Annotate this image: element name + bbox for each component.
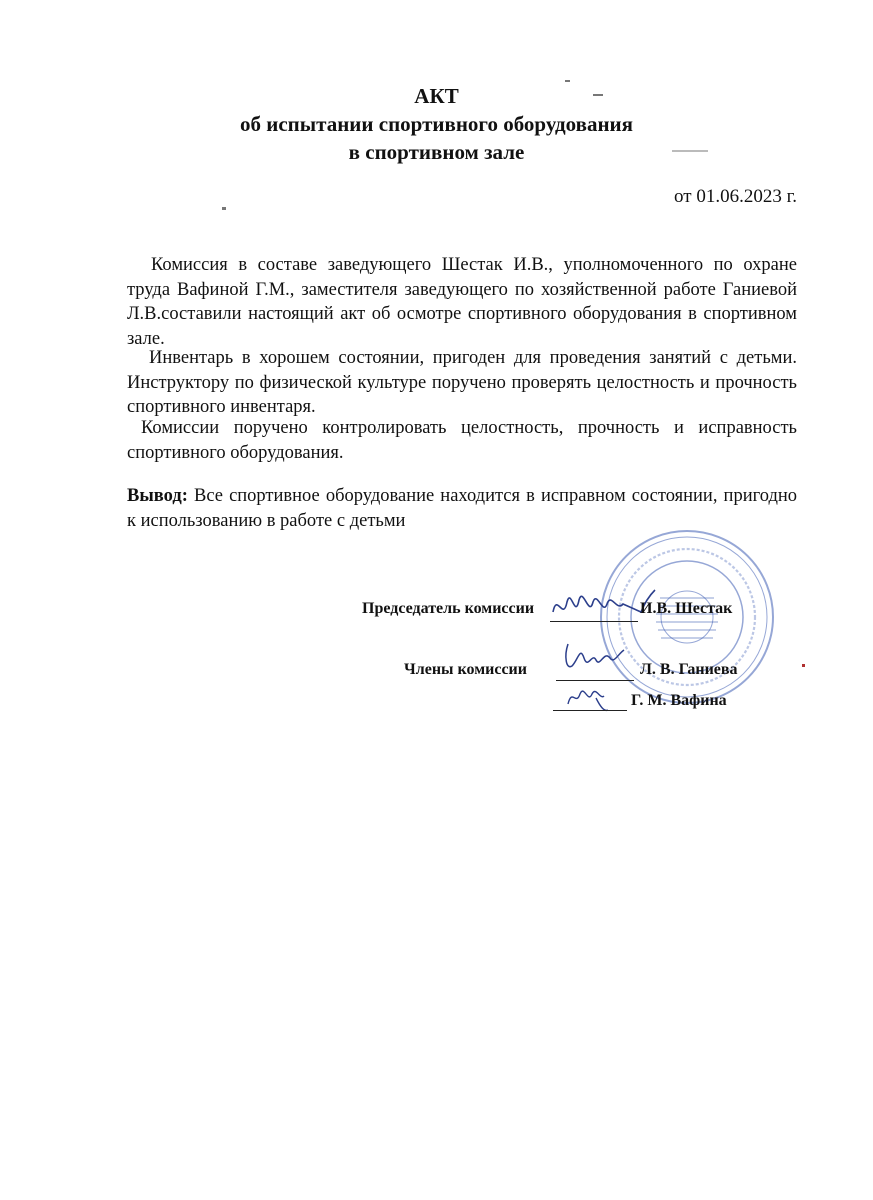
member2-signature-icon [560, 680, 620, 718]
scan-speck [222, 207, 226, 210]
scan-speck [565, 80, 570, 82]
members-label: Члены комиссии [404, 661, 527, 678]
title-block [0, 82, 873, 166]
scan-speck [672, 150, 708, 152]
member1-name: Л. В. Ганиева [640, 661, 738, 678]
member2-name: Г. М. Вафина [631, 692, 727, 709]
chair-name: И.В. Шестак [640, 600, 733, 617]
document-title: АКТ [414, 84, 459, 108]
scan-speck [802, 664, 805, 667]
member1-signature-icon [558, 636, 638, 680]
chair-signature-line [550, 621, 638, 622]
paragraph-inventory: Инвентарь в хорошем состоянии, пригоден для проведения занятий с детьми. Инструктору по физической культуре поручено проверять целостность и прочность спортивного инвентаря. [127, 348, 797, 417]
paragraph-assignment: Комиссии поручено контролировать целостность, прочность и исправность спортивного оборудования. [127, 418, 797, 463]
chair-label: Председатель комиссии [362, 600, 535, 617]
paragraph-commission: Комиссия в составе заведующего Шестак И.В., уполномоченного по охране труда Вафиной Г.М., заместителя заведующего по хозяйственной работе Ганиевой Л.В.составили настоящий акт об осмотре спортивного оборудования в спортивном зале. [127, 255, 797, 349]
conclusion-text: Все спортивное оборудование находится в исправном состоянии, пригодно к использованию в работе с детьми [127, 486, 798, 531]
conclusion-label: Вывод: [127, 486, 188, 506]
conclusion-paragraph [127, 484, 797, 533]
document-date: от 01.06.2023 г. [674, 186, 797, 207]
document-subtitle-line1: об испытании спортивного оборудования [239, 112, 634, 136]
document-subtitle-line2: в спортивном зале [348, 140, 525, 164]
scan-speck [593, 94, 603, 96]
member2-signature-line [553, 710, 627, 711]
